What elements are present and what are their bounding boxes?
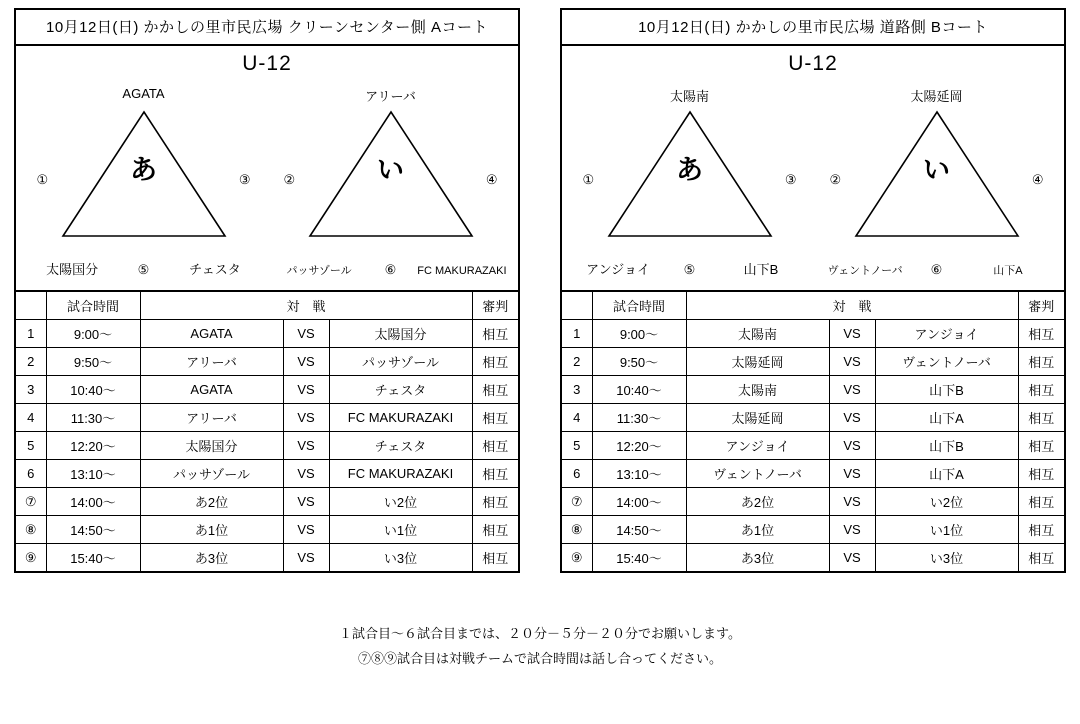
row-time: 13:10～: [592, 460, 686, 488]
group-b-1-left-number: ①: [582, 172, 595, 187]
row-team1: ヴェントノーバ: [686, 460, 829, 488]
row-referee: 相互: [472, 516, 518, 544]
row-team2: い1位: [875, 516, 1018, 544]
row-vs: VS: [283, 348, 329, 376]
row-team1: アリーバ: [140, 404, 283, 432]
header-time: 試合時間: [592, 291, 686, 320]
group-b-1-bottom-number: ⑤: [683, 262, 696, 277]
row-time: 12:20～: [46, 432, 140, 460]
row-no: ⑦: [562, 488, 592, 516]
row-referee: 相互: [1018, 320, 1064, 348]
row-no: 6: [16, 460, 46, 488]
group-b-2: [816, 80, 1058, 286]
row-team2: ヴェントノーバ: [875, 348, 1018, 376]
table-row: [16, 404, 518, 432]
panel-a-groups: [16, 78, 518, 290]
table-row: [562, 348, 1064, 376]
group-a-1: [23, 80, 265, 286]
row-vs: VS: [283, 404, 329, 432]
row-referee: 相互: [1018, 544, 1064, 572]
row-team1: 太陽南: [686, 320, 829, 348]
row-team2: チェスタ: [329, 376, 472, 404]
table-row: [562, 404, 1064, 432]
row-team1: アリーバ: [140, 348, 283, 376]
row-vs: VS: [829, 376, 875, 404]
row-time: 14:00～: [46, 488, 140, 516]
row-no: ⑨: [16, 544, 46, 572]
row-time: 15:40～: [592, 544, 686, 572]
row-vs: VS: [829, 544, 875, 572]
group-b-2-bottom-number: ⑥: [930, 262, 943, 277]
row-time: 14:00～: [592, 488, 686, 516]
table-row: [16, 544, 518, 572]
row-team1: アンジョイ: [686, 432, 829, 460]
row-time: 10:40～: [46, 376, 140, 404]
header-match: 対 戦: [140, 291, 472, 320]
row-team2: 山下B: [875, 432, 1018, 460]
table-row: [562, 432, 1064, 460]
group-a-2-top-team: アリーバ: [365, 89, 416, 104]
row-team1: あ3位: [140, 544, 283, 572]
row-no: ⑦: [16, 488, 46, 516]
table-header-row: [562, 291, 1064, 320]
panel-a-category: U-12: [242, 52, 292, 75]
table-row: [16, 320, 518, 348]
row-team2: い2位: [329, 488, 472, 516]
header-referee: 審判: [472, 291, 518, 320]
row-team2: い3位: [875, 544, 1018, 572]
header-no: [16, 291, 46, 320]
table-row: [16, 348, 518, 376]
row-referee: 相互: [472, 376, 518, 404]
row-team1: 太陽延岡: [686, 404, 829, 432]
group-a-1-letter: あ: [130, 155, 157, 186]
row-team2: アンジョイ: [875, 320, 1018, 348]
panel-a-court: [14, 8, 520, 573]
row-referee: 相互: [472, 460, 518, 488]
panel-b-schedule-table: [562, 290, 1064, 571]
group-b-2-bottom-left-team: ヴェントノーバ: [827, 265, 903, 277]
row-vs: VS: [829, 516, 875, 544]
group-a-1-bottom-left-team: 太陽国分: [46, 262, 99, 277]
row-no: ⑧: [562, 516, 592, 544]
panel-a-schedule-table: [16, 290, 518, 571]
group-a-1-right-number: ③: [238, 172, 251, 187]
row-no: ⑨: [562, 544, 592, 572]
row-referee: 相互: [1018, 348, 1064, 376]
row-referee: 相互: [472, 488, 518, 516]
row-no: ⑧: [16, 516, 46, 544]
header-match: 対 戦: [686, 291, 1018, 320]
group-b-2-right-number: ④: [1031, 172, 1044, 187]
row-referee: 相互: [472, 404, 518, 432]
header-no: [562, 291, 592, 320]
row-team2: チェスタ: [329, 432, 472, 460]
group-b-1-letter: あ: [676, 155, 703, 186]
row-referee: 相互: [1018, 488, 1064, 516]
row-no: 4: [562, 404, 592, 432]
group-b-2-bottom-right-team: 山下A: [993, 265, 1023, 277]
row-no: 2: [562, 348, 592, 376]
row-team2: い2位: [875, 488, 1018, 516]
row-team1: パッサゾール: [140, 460, 283, 488]
row-team1: あ1位: [140, 516, 283, 544]
row-team1: 太陽国分: [140, 432, 283, 460]
group-a-2-bottom: [270, 262, 512, 278]
table-row: [16, 488, 518, 516]
row-vs: VS: [283, 460, 329, 488]
row-team2: 山下A: [875, 404, 1018, 432]
row-team1: あ2位: [686, 488, 829, 516]
row-time: 12:20～: [592, 432, 686, 460]
table-row: [562, 460, 1064, 488]
row-vs: VS: [283, 544, 329, 572]
row-team1: あ3位: [686, 544, 829, 572]
header-time: 試合時間: [46, 291, 140, 320]
row-referee: 相互: [1018, 516, 1064, 544]
row-team2: 太陽国分: [329, 320, 472, 348]
row-no: 4: [16, 404, 46, 432]
group-a-2: [270, 80, 512, 286]
row-team1: AGATA: [140, 376, 283, 404]
row-referee: 相互: [472, 544, 518, 572]
group-b-1-bottom-left-team: アンジョイ: [586, 262, 651, 277]
row-no: 1: [562, 320, 592, 348]
row-time: 10:40～: [592, 376, 686, 404]
note-line-2: ⑦⑧⑨試合目は対戦チームで試合時間は話し合ってください。: [357, 650, 722, 666]
row-no: 5: [562, 432, 592, 460]
row-vs: VS: [829, 432, 875, 460]
row-referee: 相互: [1018, 432, 1064, 460]
row-time: 13:10～: [46, 460, 140, 488]
row-team2: 山下B: [875, 376, 1018, 404]
row-time: 11:30～: [46, 404, 140, 432]
group-a-2-left-number: ②: [283, 172, 296, 187]
row-team1: あ1位: [686, 516, 829, 544]
group-b-1-top-team: 太陽南: [669, 89, 709, 104]
group-a-2-right-number: ④: [485, 172, 498, 187]
group-a-1-left-number: ①: [36, 172, 49, 187]
row-vs: VS: [829, 320, 875, 348]
row-time: 9:00～: [46, 320, 140, 348]
row-time: 14:50～: [46, 516, 140, 544]
group-a-1-bottom-right-team: チェスタ: [189, 262, 241, 277]
row-team2: FC MAKURAZAKI: [329, 404, 472, 432]
table-row: [16, 460, 518, 488]
row-referee: 相互: [472, 320, 518, 348]
row-no: 2: [16, 348, 46, 376]
table-row: [562, 516, 1064, 544]
row-vs: VS: [829, 488, 875, 516]
group-b-1-bottom: [569, 259, 811, 278]
row-team2: い3位: [329, 544, 472, 572]
table-header-row: [16, 291, 518, 320]
row-vs: VS: [829, 460, 875, 488]
panel-b-header: 10月12日(日) かかしの里市民広場 道路側 Bコート: [562, 10, 1064, 46]
table-row: [16, 376, 518, 404]
group-b-2-top-team: 太陽延岡: [910, 89, 963, 104]
group-b-1-bottom-right-team: 山下B: [743, 262, 779, 277]
group-b-2-left-number: ②: [829, 172, 842, 187]
row-time: 14:50～: [592, 516, 686, 544]
row-referee: 相互: [472, 348, 518, 376]
row-time: 9:00～: [592, 320, 686, 348]
group-a-2-bottom-number: ⑥: [384, 262, 397, 277]
panel-a-header: 10月12日(日) かかしの里市民広場 クリーンセンター側 Aコート: [16, 10, 518, 46]
row-no: 6: [562, 460, 592, 488]
row-team2: 山下A: [875, 460, 1018, 488]
group-b-2-letter: い: [923, 155, 950, 186]
row-vs: VS: [283, 320, 329, 348]
panel-b-court: [560, 8, 1066, 573]
table-row: [562, 320, 1064, 348]
row-team1: 太陽南: [686, 376, 829, 404]
table-row: [562, 544, 1064, 572]
row-vs: VS: [283, 516, 329, 544]
table-row: [16, 516, 518, 544]
row-time: 9:50～: [46, 348, 140, 376]
table-row: [562, 376, 1064, 404]
row-time: 11:30～: [592, 404, 686, 432]
row-time: 15:40～: [46, 544, 140, 572]
row-vs: VS: [283, 432, 329, 460]
group-a-1-bottom-number: ⑤: [137, 262, 150, 277]
row-referee: 相互: [472, 432, 518, 460]
group-b-1: [569, 80, 811, 286]
footer-notes: [0, 622, 1080, 671]
row-vs: VS: [283, 376, 329, 404]
row-team2: い1位: [329, 516, 472, 544]
note-line-1: １試合目～６試合目までは、２０分－５分－２０分でお願いします。: [339, 626, 741, 641]
group-b-1-right-number: ③: [784, 172, 797, 187]
row-team1: AGATA: [140, 320, 283, 348]
header-referee: 審判: [1018, 291, 1064, 320]
group-a-1-bottom: [23, 259, 265, 278]
row-no: 3: [562, 376, 592, 404]
panel-b-category: U-12: [788, 52, 838, 75]
table-row: [562, 488, 1064, 516]
group-a-2-letter: い: [377, 155, 404, 186]
row-team2: FC MAKURAZAKI: [329, 460, 472, 488]
row-vs: VS: [283, 488, 329, 516]
group-b-2-bottom: [816, 262, 1058, 278]
row-referee: 相互: [1018, 376, 1064, 404]
row-vs: VS: [829, 348, 875, 376]
row-team1: あ2位: [140, 488, 283, 516]
row-referee: 相互: [1018, 404, 1064, 432]
row-no: 1: [16, 320, 46, 348]
panel-b-groups: [562, 78, 1064, 290]
table-row: [16, 432, 518, 460]
group-a-2-bottom-right-team: FC MAKURAZAKI: [417, 265, 507, 277]
group-a-2-bottom-left-team: パッサゾール: [286, 265, 352, 277]
group-a-1-top-team: AGATA: [122, 86, 165, 101]
row-no: 5: [16, 432, 46, 460]
row-team1: 太陽延岡: [686, 348, 829, 376]
row-referee: 相互: [1018, 460, 1064, 488]
row-vs: VS: [829, 404, 875, 432]
row-time: 9:50～: [592, 348, 686, 376]
row-team2: パッサゾール: [329, 348, 472, 376]
row-no: 3: [16, 376, 46, 404]
